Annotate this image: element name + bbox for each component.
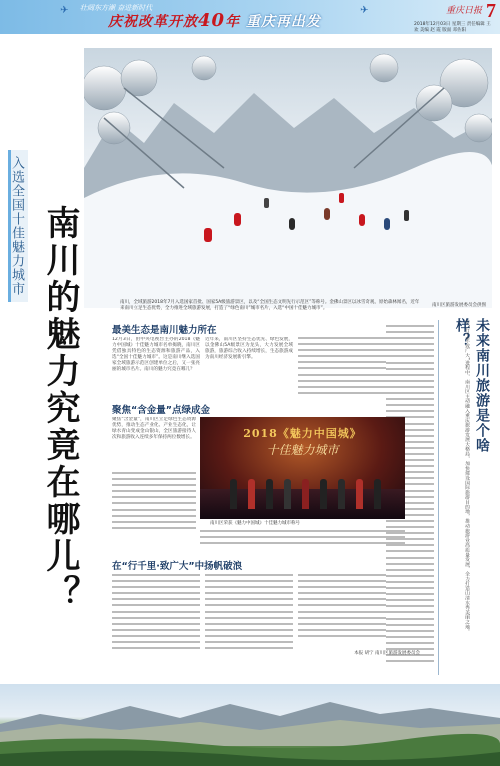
article-body-lines [205,574,293,654]
right-column-question: 未来南川旅游是个啥样？ [454,318,490,453]
article-body-lines [298,337,386,397]
article-body-lines [112,472,196,532]
bird-icon: ✈ [60,5,69,16]
article-body-lines [112,574,200,654]
right-column-text: 在“行千里·致广大”进程中，南川区主动融入重庆旅游发展大格局，加快建设国际旅游目的地，推动旅游业高质量发展，全力打造山清水秀美丽之地。 [464,320,469,634]
hero-photo [84,48,492,308]
snow-mountain-image [84,48,492,308]
section-title-ecology: 最美生态是南川魅力所在 [112,325,217,336]
award-caption: 南川区荣获《魅力中国城》十佳魅力城市称号 [210,521,300,526]
article-intro: 12月3日，由中央电视台主办的2018《魅力中国城》十佳魅力城市名单揭晓，南川区凭借独具特色的生态资源和旅游产品，入选“全国十佳魅力城市”。这是南川继入选国家全域旅游示范区创建单位之后，又一张亮丽的城市名片。南川的魅力究竟在哪儿？ [112,337,200,373]
hero-credit: 南川区旅游发展委员会供图 [432,303,486,308]
article-body-lines [298,574,386,644]
side-label: 入选全国十佳魅力城市 [8,150,28,302]
page-number: 7 [486,0,496,22]
section-title-gold: 聚焦“含金量”点绿成金 [112,405,210,416]
banner-slogan: 壮阔东方潮 奋进新时代 [80,4,153,12]
award-photo [200,417,405,519]
article-paragraph-3: 聚焦“含金量”，南川区立足绿色生态资源优势，推动生态产业化、产业生态化，让绿水青山变成金山银山，全区旅游接待人次和旅游收入连续多年保持两位数增长。 [112,417,196,441]
banner-title: 庆祝改革开放40年 重庆再出发 [108,10,321,31]
bird-icon: ✈ [360,5,369,16]
article-body-lines [200,530,405,548]
article-paragraph-2: 近年来，南川区坚持生态优先、绿色发展，以金佛山5A级景区为龙头，大力发展全域旅游，旅游综合收入持续增长，生态旅游成为南川经济发展新引擎。 [205,337,293,361]
section-title-voyage: 在“行千里·致广大”中扬帆破浪 [112,561,243,572]
headline: 南川的魅力究竟在哪儿？ [40,205,80,612]
footer-mountain-photo [0,684,500,766]
award-subtitle: 十佳魅力城市 [266,443,339,457]
masthead-logo: 重庆日报 [445,6,482,16]
author-byline: 本报 胡宁 南川区旅游发展委员会 [354,651,420,656]
hero-caption: 南川，全域旅游2018年7月入选国家首批、国家5A级旅游景区，以及“全国生态文明先行示范区”等称号。金佛山景区以冰雪奇观、原始森林闻名，近年来南川立足生态优势，全力推进全域旅游发展，打造了“绿色南川”城市名片，入选“中国十佳魅力城市”。 [120,300,420,311]
mountain-landscape-image [0,684,500,766]
award-title: 2018《魅力中国城》 [243,427,362,440]
issue-info: 2018年12月03日 星期三 责任编辑 王 欢 美编 赵 霞 版面 邓佐阳 [414,22,491,33]
